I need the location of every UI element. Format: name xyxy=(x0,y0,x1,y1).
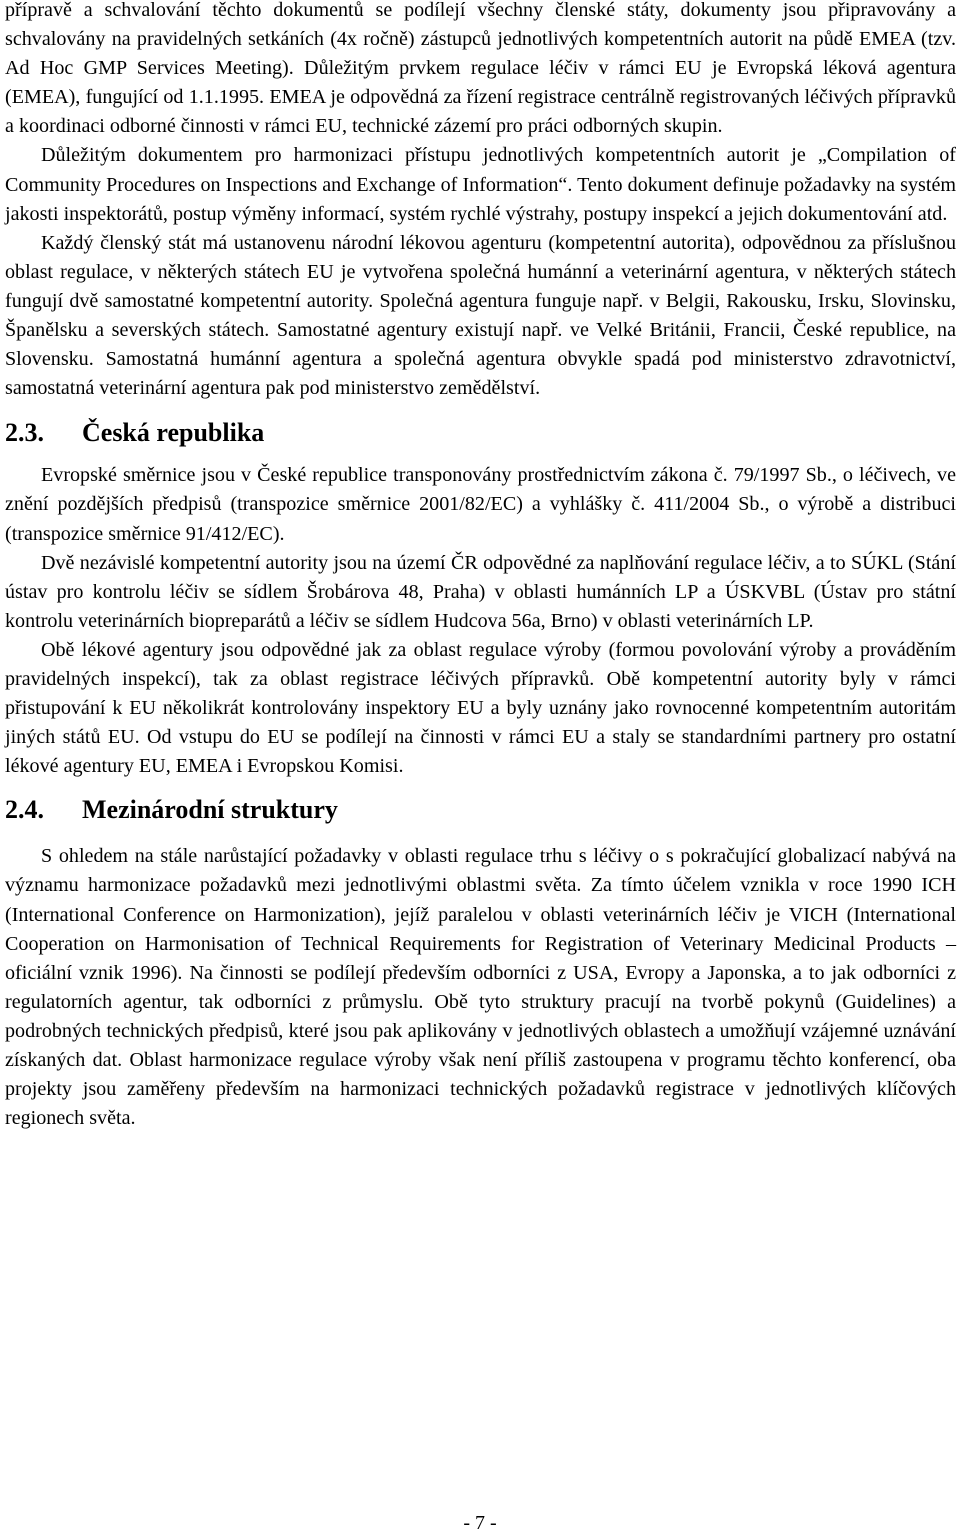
section-title: Mezinárodní struktury xyxy=(82,795,338,825)
paragraph-compilation: Důležitým dokumentem pro harmonizaci přístupu jednotlivých kompetentních autorit je „Compilation of Community Procedures on Inspections and Exchange of Information“. Tento dokument definuje požadavky na systém jakosti inspektorátů, postup výměny informací, systém rychlé výstrahy, postupy inspekcí a jejich dokumentování atd. xyxy=(5,144,956,225)
paragraph-national-agencies: Každý členský stát má ustanovenu národní lékovou agenturu (kompetentní autorita), odpovědnou za příslušnou oblast regulace, v některých státech EU je vytvořena společná humánní a veterinární agentura, v některých státech fungují dvě samostatné kompetentní autority. Společná agentura funguje např. v Belgii, Rakousku, Irsku, Slovinsku, Španělsku a severských státech. Samostatné agentury existují např. ve Velké Británii, Francii, České republice, na Slovensku. Samostatná humánní agentura a společná agentura obvykle spadá pod ministerstvo zdravotnictví, samostatná veterinární agentura pak pod ministerstvo zemědělství. xyxy=(5,231,956,400)
paragraph-directives: Evropské směrnice jsou v České republice transponovány prostřednictvím zákona č. 79/1997 Sb., o léčivech, ve znění pozdějších předpisů (transpozice směrnice 2001/82/EC) a vyhlášky č. 411/2004 Sb., o výrobě a distribuci (transpozice směrnice 91/412/EC). xyxy=(5,464,956,545)
paragraph-authorities: Dvě nezávislé kompetentní autority jsou na území ČR odpovědné za naplňování regulace léčiv, a to SÚKL (Stání ústav pro kontrolu léčiv se sídlem Šrobárova 48, Praha) v oblasti humánních LP a ÚSKVBL (Ústav pro státní kontrolu veterinárních biopreparátů a léčiv se sídlem Hudcova 56a, Brno) v oblasti veterinárních LP. xyxy=(5,551,956,632)
section-heading-2-3 xyxy=(5,417,956,449)
document-page xyxy=(5,0,956,1133)
section-heading-2-4 xyxy=(5,794,956,826)
section-title: Česká republika xyxy=(82,418,265,448)
paragraph-agencies: Obě lékové agentury jsou odpovědné jak za oblast regulace výroby (formou povolování výroby a prováděním pravidelných inspekcí), tak za oblast registrace léčivých přípravků. Obě kompetentní autority byly v rámci přistupování k EU několikrát kontrolovány inspektory EU a byly uznány jako rovnocenné kompetentním autoritám jiných států EU. Od vstupu do EU se podílejí na činnosti v rámci EU a staly se standardními partnery pro ostatní lékové agentury EU, EMEA i Evropskou Komisi. xyxy=(5,638,956,778)
section-number: 2.3. xyxy=(5,418,44,448)
paragraph-emea: přípravě a schvalování těchto dokumentů se podílejí všechny členské státy, dokumenty jsou připravovány a schvalovány na pravidelných setkáních (4x ročně) zástupců jednotlivých kompetentních autorit na půdě EMEA (tzv. Ad Hoc GMP Services Meeting). Důležitým prvkem regulace léčiv v rámci EU je Evropská léková agentura (EMEA), fungující od 1.1.1995. EMEA je odpovědná za řízení registrace centrálně registrovaných léčivých přípravků a koordinaci odborné činnosti v rámci EU, technické zázemí pro práci odborných skupin. xyxy=(5,0,956,138)
page-number: - 7 - xyxy=(463,1512,497,1534)
section-number: 2.4. xyxy=(5,795,44,825)
paragraph-international: S ohledem na stále narůstající požadavky v oblasti regulace trhu s léčivy o s pokračující globalizací nabývá na významu harmonizace požadavků mezi jednotlivými oblastmi světa. Za tímto účelem vznikla v roce 1990 ICH (International Conference on Harmonization), jejíž paralelou v oblasti veterinárních léčiv je VICH (International Cooperation on Harmonisation of Technical Requirements for Registration of Veterinary Medicinal Products – oficiální vznik 1996). Na činnosti se podílejí především odborníci z USA, Evropy a Japonska, a to jak odborníci z regulatorních agentur, tak odborníci z průmyslu. Obě tyto struktury pracují na tvorbě pokynů (Guidelines) a podrobných technických předpisů, které jsou pak aplikovány v jednotlivých oblastech a umožňují vzájemné uznávání získaných dat. Oblast harmonizace regulace výroby však není příliš zastoupena v programu těchto konferencí, oba projekty jsou zaměřeny především na harmonizaci technických požadavků registrace v jednotlivých klíčových regionech světa. xyxy=(5,845,956,1130)
